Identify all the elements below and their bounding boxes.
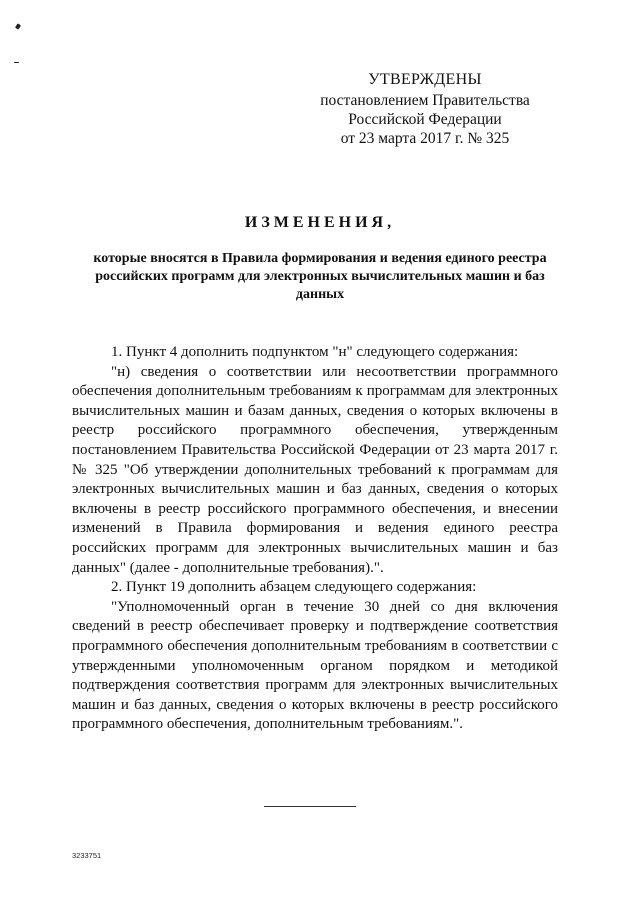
scan-artifact-mark — [15, 23, 21, 29]
approval-stamp — [300, 70, 550, 148]
approval-title: УТВЕРЖДЕНЫ — [368, 71, 482, 88]
scan-artifact-mark — [14, 62, 19, 63]
closing-separator — [264, 806, 356, 807]
body-paragraph: "н) сведения о соответствии или несоответствии программного обеспечения дополнительным требованиям к программам для электронных вычислительных машин и базам данных, сведения о которых включены в реестр российского программного обеспечения, утвержденным постановлением Правительства Российской Федерации от 23 марта 2017 г. № 325 "Об утверждении дополнительных требований к программам для электронных вычислительных машин и баз данных, сведения о которых включены в реестр российского программного обеспечения, и внесении изменений в Правила формирования и ведения единого реестра российских программ для электронных вычислительных машин и баз данных" (далее - дополнительные требования).". — [72, 363, 558, 576]
body-paragraph: 1. Пункт 4 дополнить подпунктом "н" следующего содержания: — [111, 344, 519, 360]
document-title-block — [70, 214, 570, 304]
body-paragraph: 2. Пункт 19 дополнить абзацем следующего содержания: — [111, 579, 477, 596]
document-heading: ИЗМЕНЕНИЯ, — [244, 214, 396, 231]
body-paragraph: "Уполномоченный орган в течение 30 дней со дня включения сведений в реестр обеспечивает проверку и подтверждение соответствия программного обеспечения дополнительным требованиям в соответствии с утвержденными уполномоченным органом порядком и методикой подтверждения соответствия программ для электронных вычислительных машин и баз данных, сведения о которых включены в реестр российского программного обеспечения, дополнительным требованиям.". — [72, 598, 558, 733]
document-body — [72, 343, 558, 735]
approval-line: Российской Федерации — [348, 111, 502, 128]
approval-line: от 23 марта 2017 г. № 325 — [340, 130, 510, 147]
footer-code: 3233751 — [72, 851, 102, 860]
approval-line: постановлением Правительства — [320, 92, 530, 109]
document-subheading: которые вносятся в Правила формирования и ведения единого реестра российских программ для электронных вычислительных машин и баз данных — [93, 251, 547, 302]
